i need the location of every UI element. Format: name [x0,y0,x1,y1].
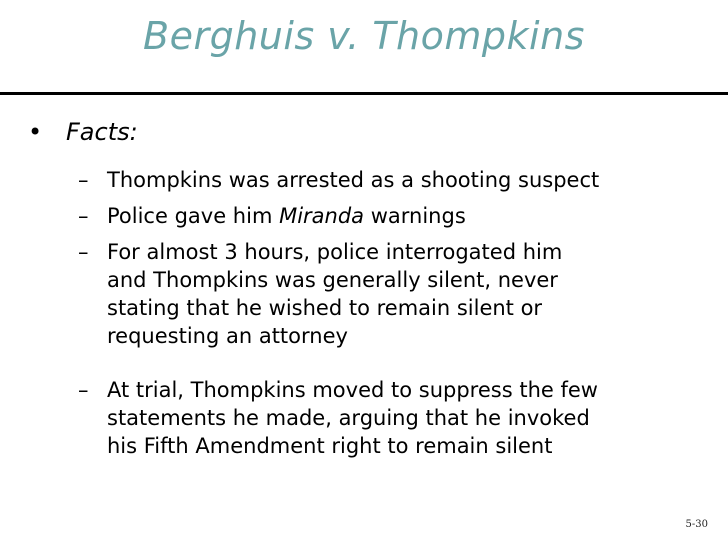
dash-icon: – [78,240,89,264]
sub-bullet-line: statements he made, arguing that he invoked [107,406,590,430]
bullet-facts [28,118,138,146]
bullet-label: Facts: [66,118,138,146]
sub-bullet-text: Thompkins was arrested as a shooting suspect [107,168,600,192]
sub-bullet-suffix: warnings [364,204,466,228]
dash-icon: – [78,378,89,402]
sub-bullet-line: stating that he wished to remain silent or [107,296,543,320]
slide-title: Berghuis v. Thompkins [143,14,585,58]
sub-bullet-interrogation [78,238,718,350]
sub-bullet-emphasis: Miranda [279,204,365,228]
sub-bullet-line: requesting an attorney [107,324,348,348]
page-number: 5-30 [685,519,708,530]
sub-bullet-line: For almost 3 hours, police interrogated him [107,240,563,264]
sub-bullet-line: his Fifth Amendment right to remain silent [107,434,553,458]
sub-bullet-text [107,202,718,230]
bullet-icon: • [28,118,43,146]
sub-bullet-line: and Thompkins was generally silent, never [107,268,558,292]
sub-bullet-miranda [78,202,718,230]
title-divider [0,92,728,95]
sub-bullet-arrest [78,166,718,194]
dash-icon: – [78,204,89,228]
sub-bullet-line: At trial, Thompkins moved to suppress the few [107,378,598,402]
sub-bullet-prefix: Police gave him [107,204,280,228]
sub-bullet-trial [78,376,718,460]
dash-icon: – [78,168,89,192]
